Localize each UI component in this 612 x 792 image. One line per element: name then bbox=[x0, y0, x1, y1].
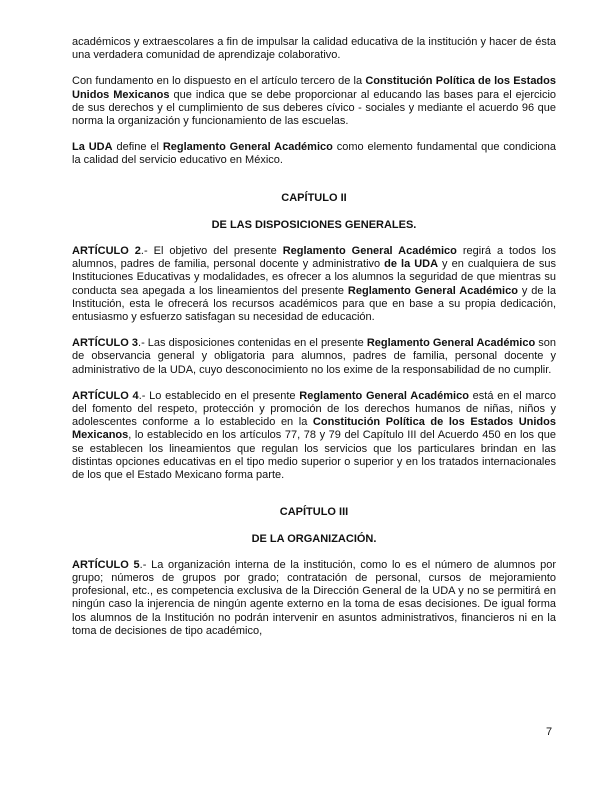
intro-paragraph-2: Con fundamento en lo dispuesto en el artículo tercero de la Constitución Política de los Estados Unidos Mexicanos que indica que se debe proporcionar al educando las bases para el ejercicio de sus derechos y el cumplimiento de sus deberes cívico - sociales y mediante el acuerdo 96 que norma la organización y funcionamiento de las escuelas. bbox=[72, 75, 557, 128]
article-2-label: ARTÍCULO 2 bbox=[72, 245, 141, 258]
article-2: ARTÍCULO 2.- El objetivo del presente Reglamento General Académico regirá a todos los alumnos, padres de familia, personal docente y administrativo de la UDA y en cualquiera de sus Instituciones Educativas y modalidades, es ofrecer a los alumnos la seguridad de que mientras su conducta sea apegada a los lineamientos del presente Reglamento General Académico y de la Institución, esta le ofrecerá los recursos académicos para que en base a su propia dedicación, entusiasmo y esfuerzo satisfagan su necesidad de educación. bbox=[72, 245, 556, 324]
article-4: ARTÍCULO 4.- Lo establecido en el presente Reglamento General Académico está en el marco del fomento del respeto, protección y promoción de los derechos humanos de niñas, niños y adolescentes conforme a lo establecido en la Constitución Política de los Estados Unidos Mexicanos, lo establecido en los artículos 77, 78 y 79 del Capítulo III del Acuerdo 450 en los que se establecen los lineamientos que regulan los servicios que los particulares brindan en las distintas opciones educativas en el tipo medio superior o superior y en los tratados internacionales de los que el Estado Mexicano forma parte. bbox=[72, 389, 557, 482]
chapter-3-title: CAPÍTULO III bbox=[279, 506, 349, 519]
intro-paragraph-3: La UDA define el Reglamento General Académico como elemento fundamental que condiciona la calidad del servicio educativo en México. bbox=[72, 141, 556, 167]
article-5-label: ARTÍCULO 5 bbox=[72, 558, 140, 571]
article-5: ARTÍCULO 5.- La organización interna de la institución, como lo es el número de alumnos por grupo; números de grupos por grado; contratación de personal, cursos de mejoramiento profesional, etc., es competencia exclusiva de la Dirección General de la UDA y no se permitirá en ningún caso la injerencia de ningún agente externo en la toma de esas decisiones. De igual forma los alumnos de la Institución no podrán intervenir en asuntos administrativos, financieros ni en la toma de decisiones de tipo académico, bbox=[72, 558, 556, 637]
article-4-label: ARTÍCULO 4 bbox=[72, 389, 139, 402]
article-3-label: ARTÍCULO 3 bbox=[72, 337, 139, 350]
chapter-2-title: CAPÍTULO II bbox=[281, 191, 347, 204]
chapter-2-subtitle: DE LAS DISPOSICIONES GENERALES. bbox=[211, 218, 417, 231]
article-3: ARTÍCULO 3.- Las disposiciones contenidas en el presente Reglamento General Académico son de observancia general y obligatoria para alumnos, padres de familia, personal docente y administrativo de la UDA, cuyo desconocimiento no los exime de la responsabilidad de no cumplir. bbox=[72, 337, 556, 376]
page-number: 7 bbox=[546, 726, 553, 738]
intro-paragraph-1: académicos y extraescolares a fin de impulsar la calidad educativa de la institución y hacer de ésta una verdadera comunidad de aprendizaje colaborativo. bbox=[72, 36, 556, 62]
chapter-3-subtitle: DE LA ORGANIZACIÓN. bbox=[251, 533, 377, 546]
document-page bbox=[72, 36, 556, 651]
